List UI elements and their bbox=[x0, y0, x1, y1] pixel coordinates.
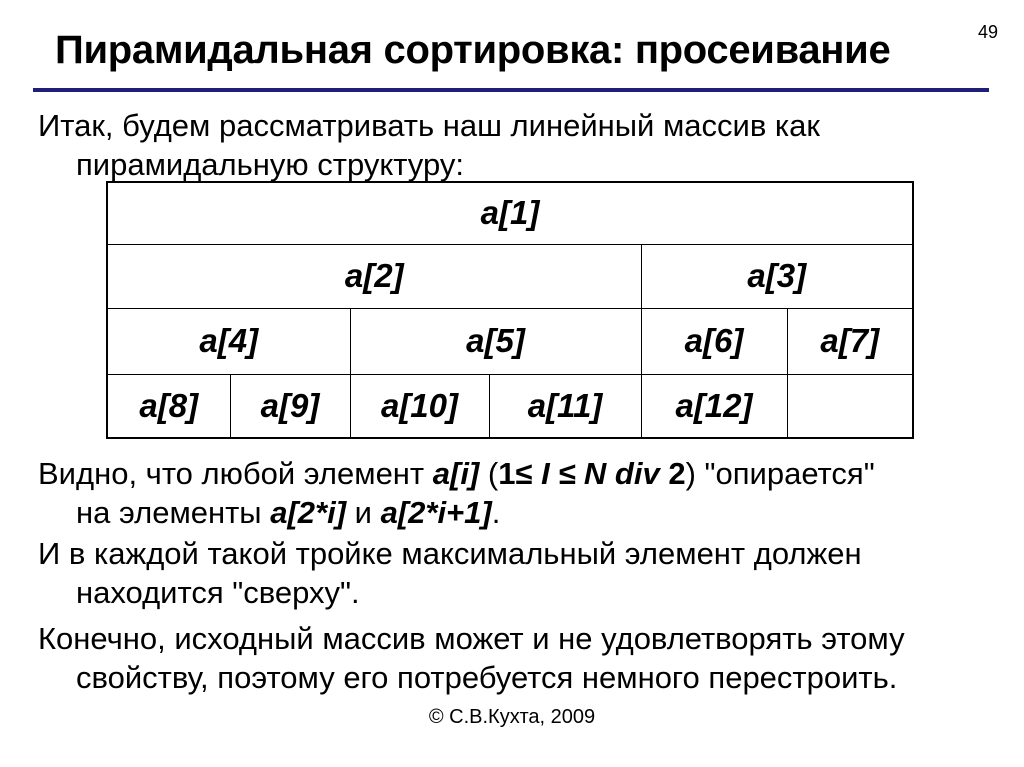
heap-structure-table bbox=[106, 181, 914, 439]
heap-level-1 bbox=[107, 182, 913, 244]
heap-cell-empty bbox=[787, 374, 913, 438]
para4-line-1: Конечно, исходный массив может и не удовлетворять этому bbox=[38, 621, 905, 656]
heap-level-4 bbox=[107, 374, 913, 438]
heap-cell-a3: a[3] bbox=[641, 244, 913, 308]
para2-text: ( bbox=[479, 456, 499, 491]
heap-cell-a7: a[7] bbox=[787, 308, 913, 374]
heap-level-3 bbox=[107, 308, 913, 374]
heap-property-paragraph bbox=[38, 454, 998, 532]
element-a2i: a[2*i] bbox=[270, 495, 347, 530]
para3-line-2: находится "сверху". bbox=[76, 575, 360, 610]
rebuild-paragraph bbox=[38, 619, 998, 697]
heap-cell-a9: a[9] bbox=[230, 374, 350, 438]
heap-cell-a10: a[10] bbox=[350, 374, 489, 438]
heap-cell-a11: a[11] bbox=[489, 374, 641, 438]
para2-text: и bbox=[346, 495, 381, 530]
title-underline bbox=[33, 88, 989, 92]
element-a2i1: a[2*i+1] bbox=[380, 495, 492, 530]
range-end: 2 bbox=[659, 456, 686, 491]
slide-title: Пирамидальная сортировка: просеивание bbox=[55, 28, 891, 72]
max-on-top-paragraph bbox=[38, 534, 998, 612]
para2-text: . bbox=[491, 495, 501, 530]
intro-line-1: Итак, будем рассматривать наш линейный массив как bbox=[38, 108, 820, 143]
para2-text: Видно, что любой элемент bbox=[38, 456, 433, 491]
range-expression: I ≤ N div bbox=[541, 456, 660, 491]
heap-level-2 bbox=[107, 244, 913, 308]
heap-cell-a5: a[5] bbox=[350, 308, 641, 374]
para2-text: ) "опирается" bbox=[685, 456, 875, 491]
intro-line-2: пирамидальную структуру: bbox=[76, 147, 464, 182]
heap-cell-a8: a[8] bbox=[107, 374, 230, 438]
heap-cell-a2: a[2] bbox=[107, 244, 641, 308]
heap-cell-a6: a[6] bbox=[641, 308, 787, 374]
heap-cell-a12: a[12] bbox=[641, 374, 787, 438]
range-start: 1≤ bbox=[498, 456, 542, 491]
heap-cell-a4: a[4] bbox=[107, 308, 350, 374]
heap-cell-a1: a[1] bbox=[107, 182, 913, 244]
para2-text: на элементы bbox=[76, 495, 271, 530]
intro-paragraph bbox=[38, 106, 998, 184]
para4-line-2: свойству, поэтому его потребуется немного перестроить. bbox=[76, 660, 898, 695]
copyright-footer: © С.В.Кухта, 2009 bbox=[428, 706, 596, 728]
para3-line-1: И в каждой такой тройке максимальный элемент должен bbox=[38, 536, 862, 571]
slide-number: 49 bbox=[978, 22, 999, 42]
element-ai: a[i] bbox=[432, 456, 480, 491]
